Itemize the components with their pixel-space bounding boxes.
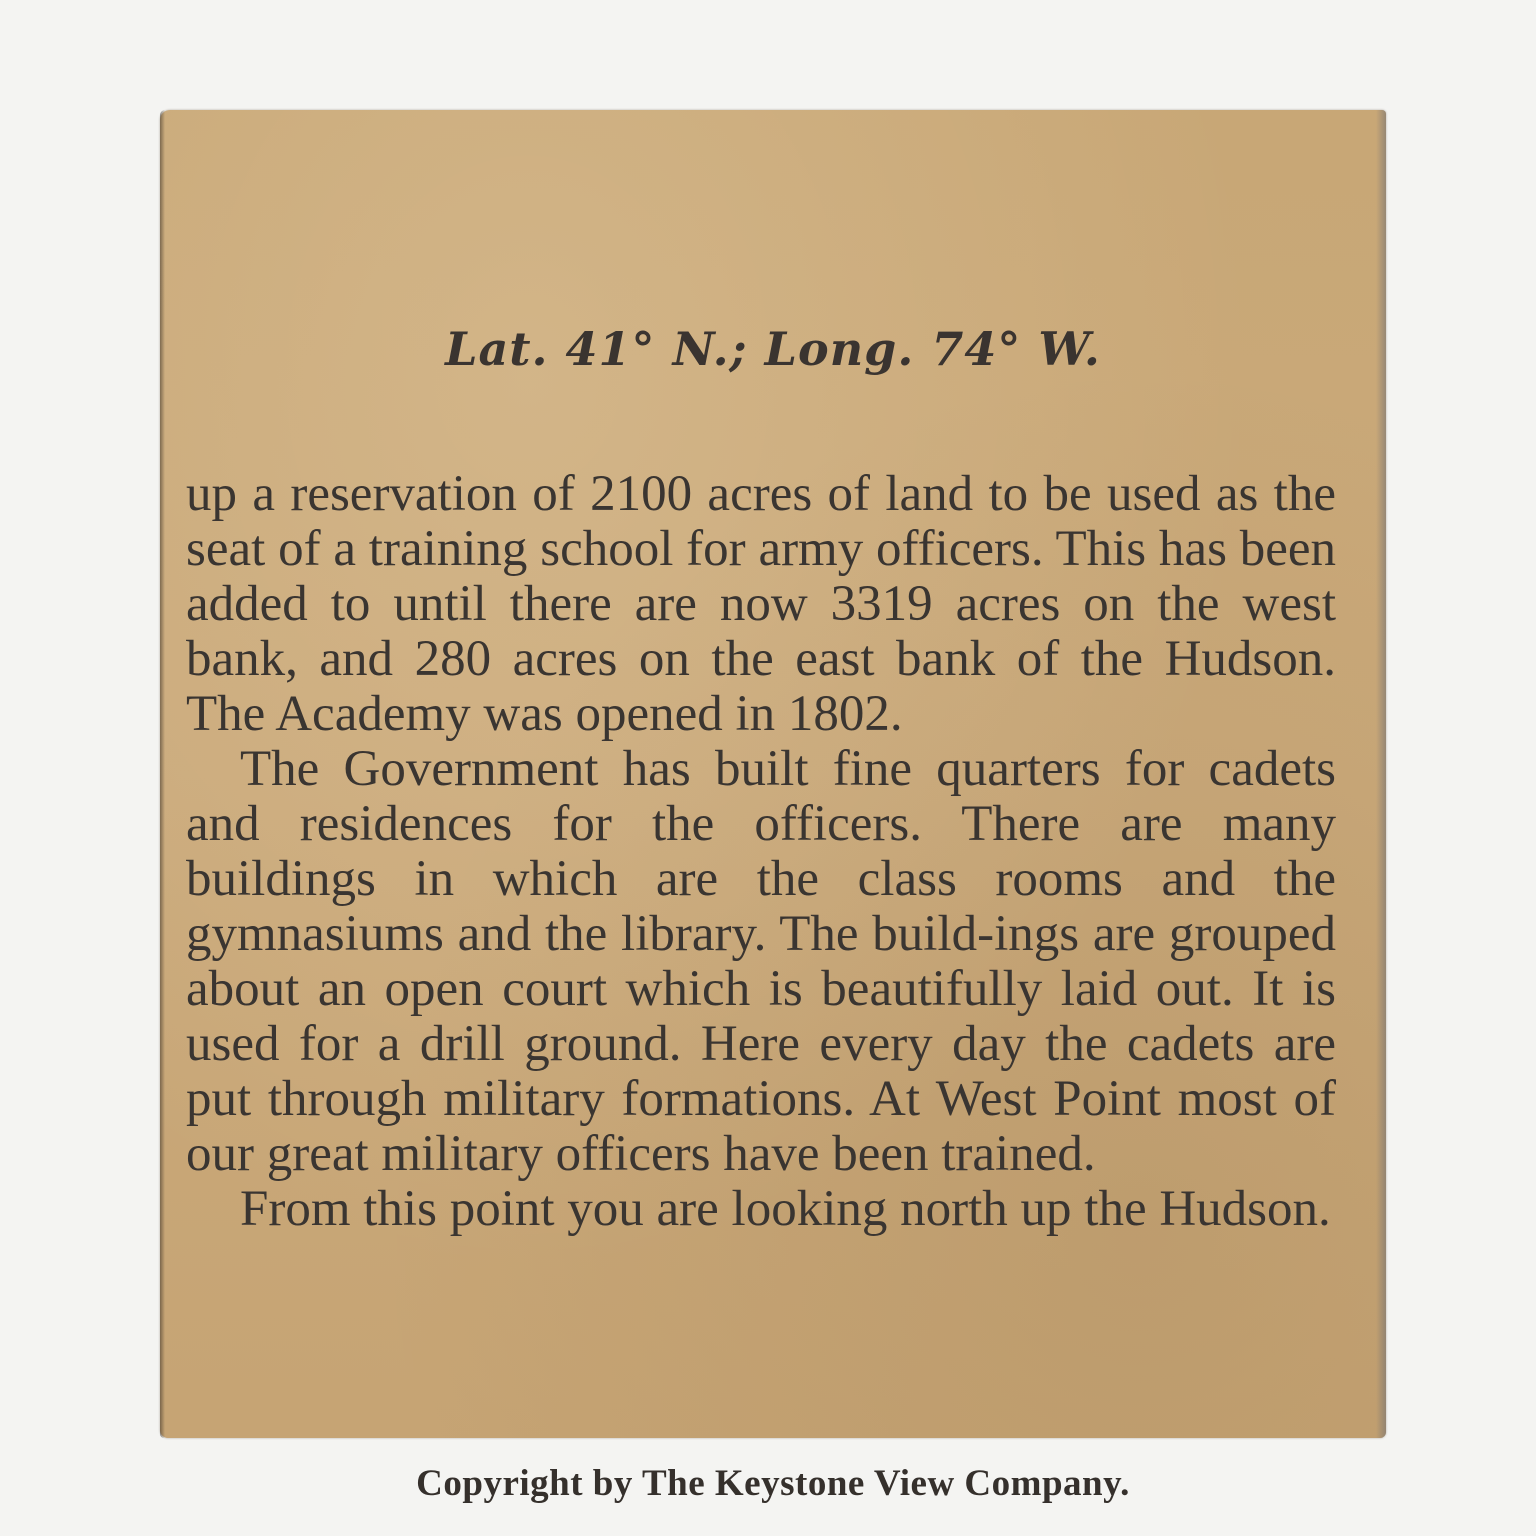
paragraph-view-direction: From this point you are looking north up the Hudson.	[240, 1181, 1331, 1237]
coordinates-heading: Lat. 41° N.; Long. 74° W.	[445, 322, 1101, 376]
card-right-edge	[1376, 110, 1386, 1438]
description-text	[186, 467, 1336, 1237]
paragraph-government: The Government has built fine quarters for cadets and residences for the officers. There are many buildings in which are the class rooms and the gymnasiums and the library. The build-ings are grouped about an open court which is beautifully laid out. It is used for a drill ground. Here every day the cadets are put through military formations. At West Point most of our great military officers have been trained.	[186, 741, 1336, 1182]
paragraph-reservation: up a reservation of 2100 acres of land to be used as the seat of a training school for army officers. This has been added to until there are now 3319 acres on the west bank, and 280 acres on the east bank of the Hudson. The Academy was opened in 1802.	[186, 466, 1336, 742]
card-left-edge	[160, 110, 165, 1438]
stereoview-card-back	[160, 110, 1386, 1504]
copyright-notice: Copyright by The Keystone View Company.	[416, 1463, 1130, 1504]
